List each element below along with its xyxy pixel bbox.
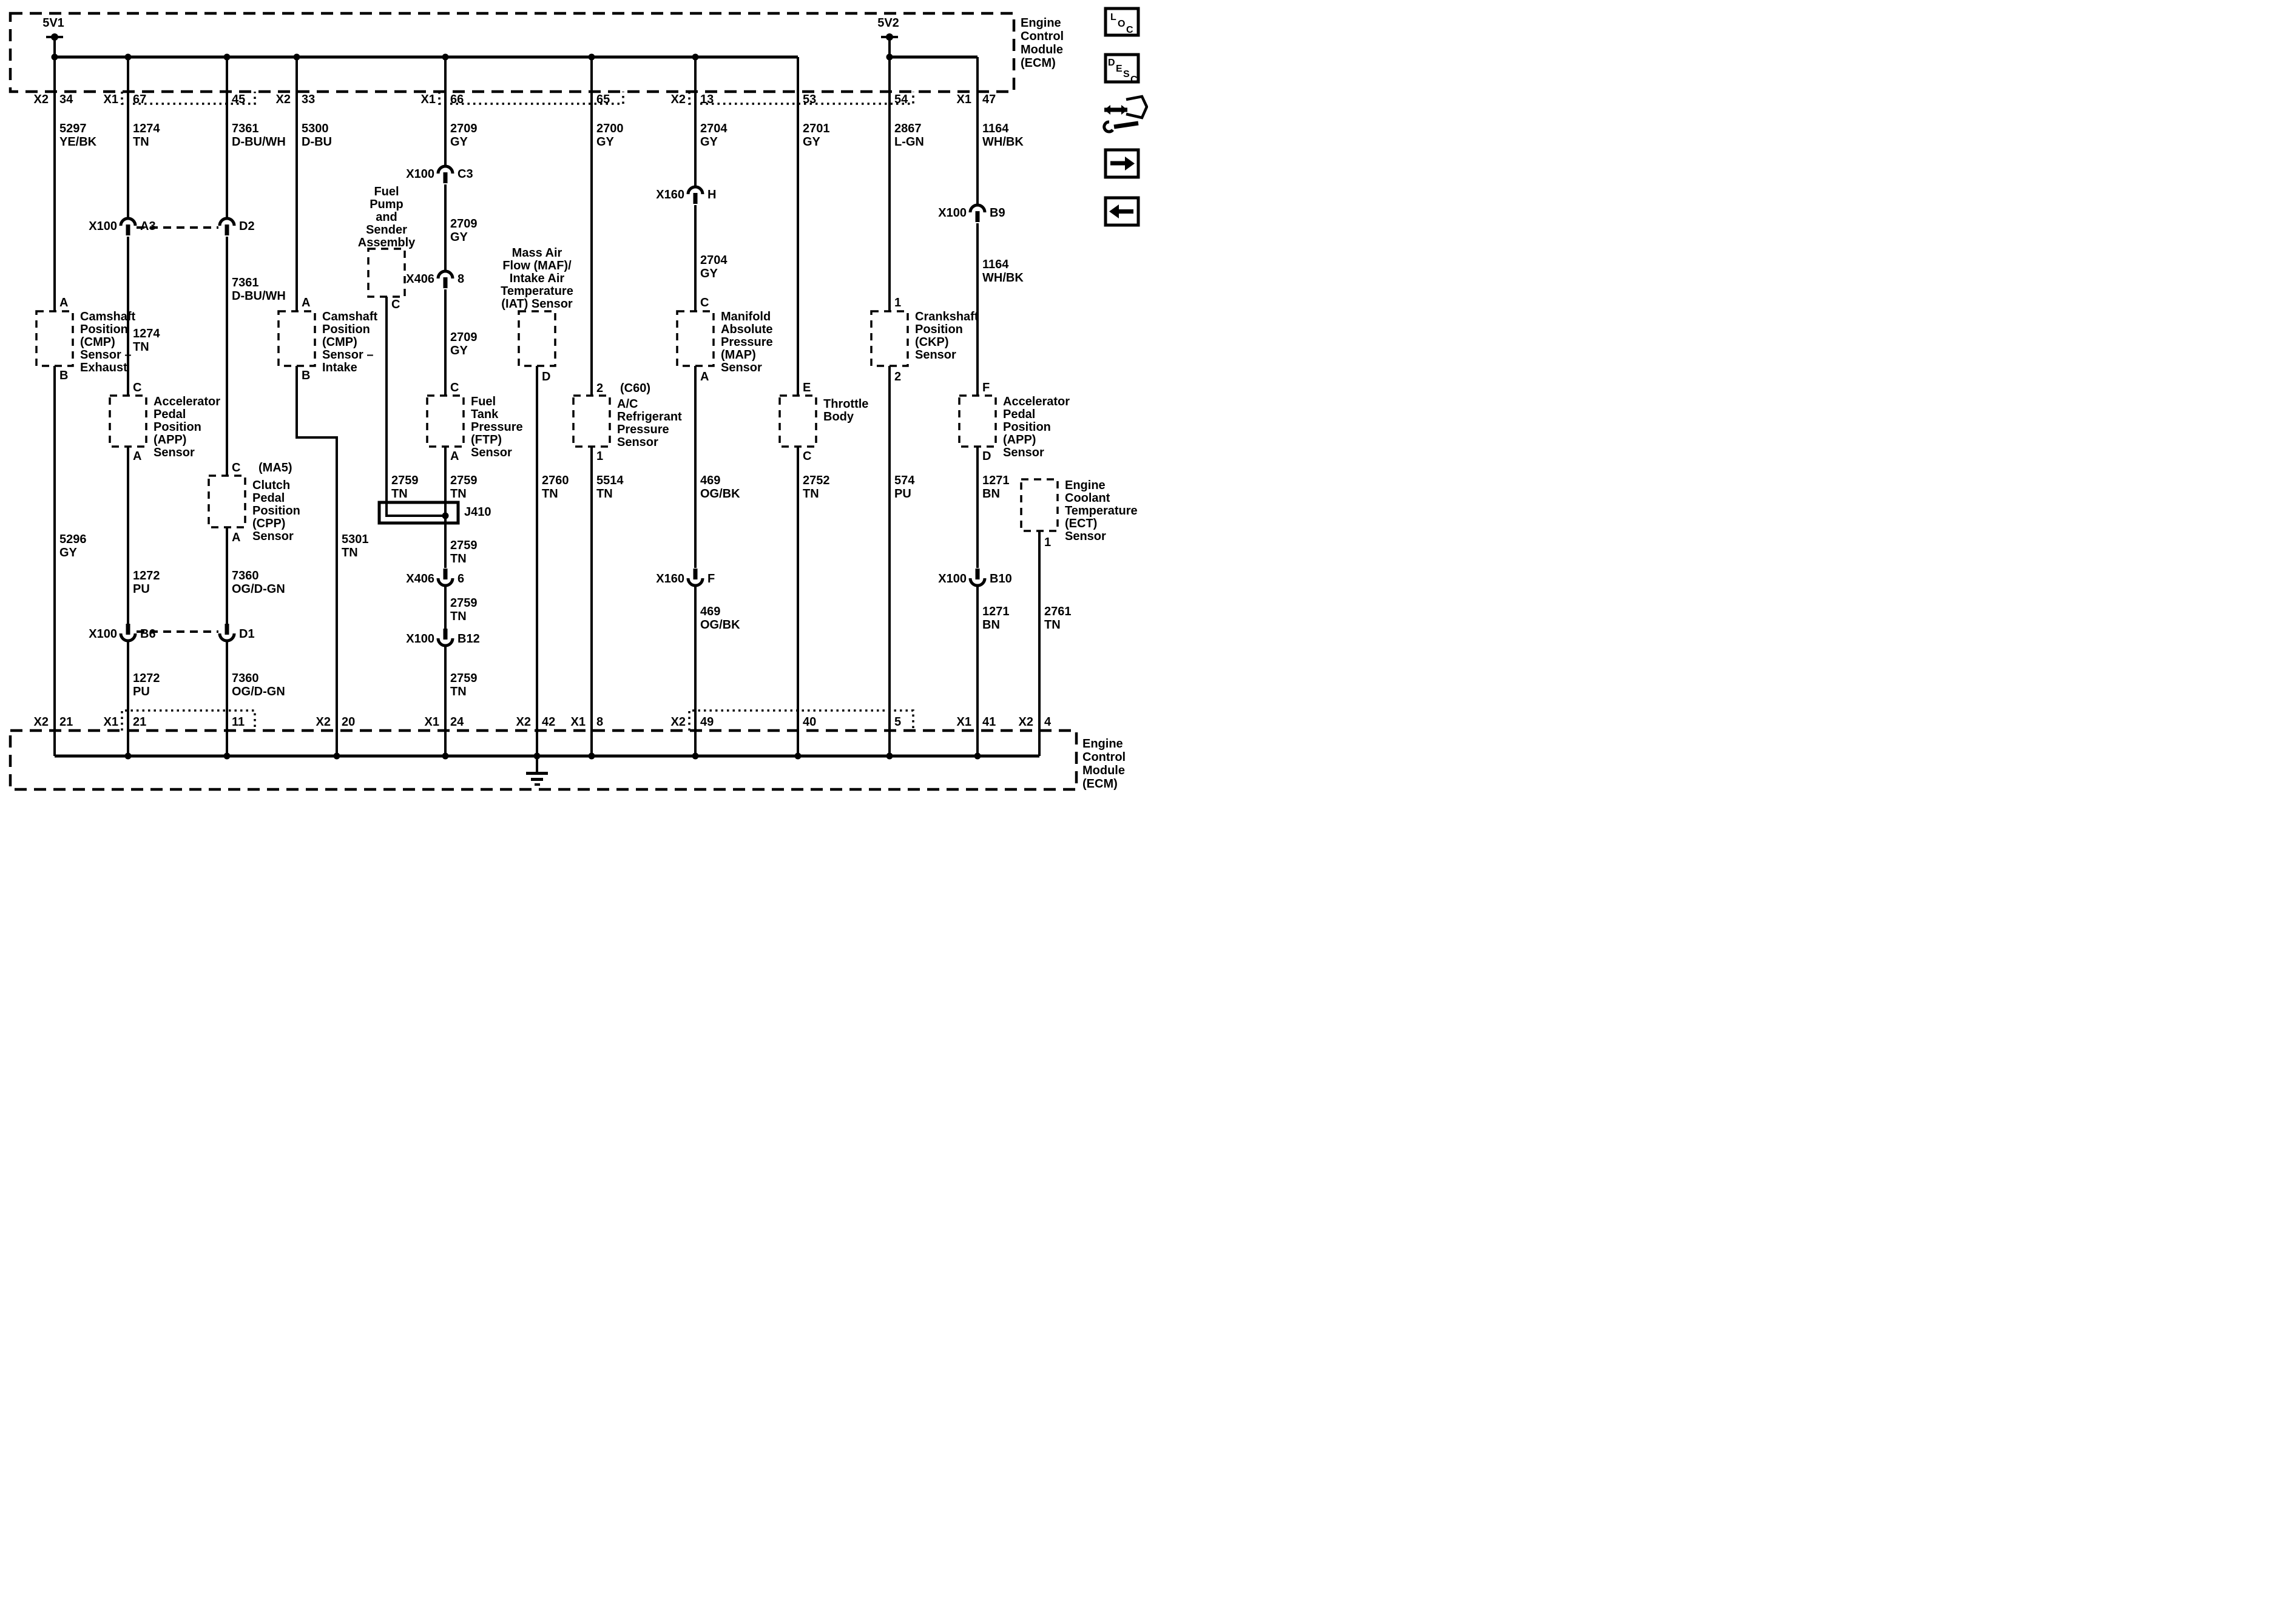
svg-text:574: 574: [894, 474, 915, 487]
svg-text:Sensor: Sensor: [471, 446, 512, 459]
ftp-sensor-box: [427, 396, 464, 447]
svg-text:(IAT) Sensor: (IAT) Sensor: [501, 297, 573, 311]
svg-text:Sender: Sender: [366, 223, 407, 237]
svg-text:21: 21: [59, 715, 73, 729]
connector-name: X160: [656, 188, 684, 201]
svg-text:Exhaust: Exhaust: [80, 361, 127, 374]
svg-text:X2: X2: [33, 715, 49, 729]
svg-text:(CKP): (CKP): [915, 336, 949, 349]
svg-text:2704: 2704: [700, 254, 728, 267]
connector-name: X406: [406, 272, 434, 286]
svg-text:11: 11: [232, 715, 245, 729]
maf-iat-sensor-label: [501, 246, 573, 311]
svg-text:Fuel: Fuel: [374, 185, 399, 198]
svg-text:X2: X2: [516, 715, 531, 729]
app-sensor-left-label: [154, 395, 220, 459]
svg-text:A/C: A/C: [617, 397, 638, 411]
connector-pin: F: [707, 572, 715, 586]
svg-text:1: 1: [596, 450, 604, 463]
svg-text:5296: 5296: [59, 533, 87, 546]
wire-labels: [59, 122, 1072, 698]
ecm-bottom-pin-row: [34, 715, 1052, 729]
svg-text:41: 41: [982, 715, 996, 729]
connector-x100-b12: [406, 629, 479, 646]
svg-text:4: 4: [1044, 715, 1052, 729]
connector-pin: B12: [458, 632, 480, 646]
splice-j410: [379, 502, 491, 523]
svg-text:8: 8: [596, 715, 604, 729]
svg-text:7361: 7361: [232, 122, 259, 135]
svg-text:TN: TN: [133, 135, 149, 149]
svg-text:A: A: [450, 450, 459, 463]
svg-text:469: 469: [700, 605, 721, 618]
wire-col-33-5300: [297, 57, 337, 756]
svg-text:(CMP): (CMP): [322, 336, 357, 349]
svg-text:F: F: [982, 381, 990, 394]
svg-text:A: A: [59, 296, 69, 309]
svg-text:5297: 5297: [59, 122, 87, 135]
svg-text:Manifold: Manifold: [721, 310, 771, 323]
svg-text:1: 1: [1044, 536, 1052, 549]
svg-text:Control: Control: [1021, 30, 1064, 43]
svg-text:OG/BK: OG/BK: [700, 618, 740, 632]
ecm-sensor-wiring-diagram: [0, 0, 1148, 808]
svg-text:2759: 2759: [450, 596, 478, 610]
connector-repair-icon[interactable]: [1104, 96, 1147, 132]
top-dotted-group-13-54: [689, 92, 913, 104]
cmp-intake-sensor-box: [279, 311, 315, 366]
svg-text:WH/BK: WH/BK: [982, 271, 1024, 285]
loc-letter-l: L: [1110, 12, 1116, 22]
5v1-label: 5V1: [42, 16, 64, 30]
svg-text:Sensor: Sensor: [915, 348, 956, 362]
svg-text:Intake: Intake: [322, 361, 357, 374]
ect-sensor-label: [1065, 479, 1138, 543]
cmp-intake-sensor-label: [322, 310, 377, 374]
map-sensor-label: [721, 310, 773, 374]
svg-text:YE/BK: YE/BK: [59, 135, 97, 149]
svg-text:Temperature: Temperature: [501, 285, 573, 298]
svg-text:(APP): (APP): [154, 433, 187, 447]
5v1-dot: [51, 33, 58, 41]
svg-text:Engine: Engine: [1021, 16, 1061, 30]
svg-text:PU: PU: [133, 582, 150, 596]
svg-text:1272: 1272: [133, 569, 160, 582]
app-sensor-right-box: [959, 396, 996, 447]
svg-text:X2: X2: [670, 93, 686, 106]
svg-text:GY: GY: [700, 135, 718, 149]
svg-text:54: 54: [894, 93, 908, 106]
svg-text:Pressure: Pressure: [721, 336, 773, 349]
svg-text:33: 33: [302, 93, 316, 106]
svg-text:66: 66: [450, 93, 464, 106]
svg-text:X2: X2: [33, 93, 49, 106]
ac-refrigerant-sensor-box: [573, 396, 610, 447]
wiring-diagram-page: [0, 0, 1148, 808]
svg-text:47: 47: [982, 93, 996, 106]
svg-text:Body: Body: [823, 410, 854, 424]
svg-text:(CPP): (CPP): [252, 517, 286, 530]
svg-text:TN: TN: [1044, 618, 1061, 632]
ckp-sensor-box: [871, 311, 908, 366]
svg-text:(ECT): (ECT): [1065, 517, 1098, 530]
svg-text:Pressure: Pressure: [617, 423, 669, 436]
svg-text:Module: Module: [1082, 764, 1125, 777]
svg-text:Position: Position: [80, 323, 128, 336]
svg-text:5514: 5514: [596, 474, 624, 487]
svg-text:GY: GY: [59, 546, 77, 559]
svg-text:Absolute: Absolute: [721, 323, 773, 336]
svg-text:PU: PU: [894, 487, 911, 501]
svg-text:2760: 2760: [542, 474, 569, 487]
connector-pin: H: [707, 188, 717, 201]
connector-pin: 6: [458, 572, 465, 586]
svg-text:(CMP): (CMP): [80, 336, 115, 349]
cpp-sensor-box: [209, 476, 245, 527]
connector-name: X100: [89, 627, 117, 641]
svg-text:2761: 2761: [1044, 605, 1072, 618]
ecm-top-box: [10, 13, 1014, 92]
svg-text:Flow (MAF)/: Flow (MAF)/: [502, 259, 572, 272]
bottom-dotted-group-49-5: [689, 711, 913, 731]
svg-text:GY: GY: [803, 135, 820, 149]
connector-name: X160: [656, 572, 684, 586]
connector-x100-c3: [406, 166, 473, 183]
svg-text:TN: TN: [450, 610, 467, 623]
connector-x100-b10: [938, 569, 1011, 586]
svg-text:D: D: [982, 450, 991, 463]
loc-button[interactable]: [1106, 8, 1138, 35]
svg-text:X1: X1: [956, 715, 971, 729]
desc-letter-s: S: [1123, 69, 1130, 79]
svg-text:Pressure: Pressure: [471, 420, 523, 434]
svg-text:TN: TN: [450, 685, 467, 698]
svg-text:Position: Position: [252, 504, 300, 518]
svg-text:C: C: [450, 381, 459, 394]
ground-icon: [526, 772, 548, 786]
svg-text:2709: 2709: [450, 331, 478, 344]
connector-name: X406: [406, 572, 434, 586]
svg-text:24: 24: [450, 715, 464, 729]
svg-text:Position: Position: [915, 323, 963, 336]
svg-text:Camshaft: Camshaft: [322, 310, 378, 323]
svg-text:D: D: [542, 370, 551, 383]
svg-text:L-GN: L-GN: [894, 135, 924, 149]
svg-text:2867: 2867: [894, 122, 922, 135]
svg-text:2759: 2759: [391, 474, 419, 487]
svg-text:45: 45: [232, 93, 246, 106]
svg-text:TN: TN: [450, 552, 467, 565]
svg-text:1271: 1271: [982, 474, 1010, 487]
svg-text:7360: 7360: [232, 672, 259, 685]
svg-text:Refrigerant: Refrigerant: [617, 410, 682, 424]
svg-text:X2: X2: [275, 93, 291, 106]
connector-pin: 8: [458, 272, 465, 286]
svg-text:42: 42: [542, 715, 556, 729]
ecm-bottom-box: [10, 731, 1076, 789]
desc-letter-c: C: [1130, 75, 1138, 85]
svg-text:Pump: Pump: [370, 198, 403, 211]
svg-text:Engine: Engine: [1065, 479, 1106, 492]
svg-text:Throttle: Throttle: [823, 397, 869, 411]
throttle-body-label: [823, 397, 868, 424]
loc-letter-o: O: [1118, 19, 1126, 29]
svg-text:49: 49: [700, 715, 714, 729]
maf-iat-sensor-box: [519, 311, 555, 366]
svg-text:WH/BK: WH/BK: [982, 135, 1024, 149]
svg-text:Sensor: Sensor: [154, 446, 195, 459]
cpp-sensor-label: [252, 479, 300, 543]
svg-text:Engine: Engine: [1082, 737, 1123, 751]
svg-text:Module: Module: [1021, 43, 1063, 56]
svg-text:C: C: [803, 450, 812, 463]
svg-text:TN: TN: [596, 487, 613, 501]
svg-text:Intake Air: Intake Air: [509, 272, 565, 285]
svg-text:Position: Position: [154, 420, 201, 434]
connector-x100-a3: [89, 218, 155, 235]
svg-text:(MA5): (MA5): [258, 461, 292, 474]
svg-text:X1: X1: [103, 715, 118, 729]
connector-x160-f: [656, 569, 715, 586]
svg-text:TN: TN: [133, 340, 149, 354]
svg-text:1272: 1272: [133, 672, 160, 685]
svg-text:TN: TN: [803, 487, 819, 501]
svg-text:40: 40: [803, 715, 817, 729]
connector-pin: B9: [990, 206, 1005, 220]
svg-text:(MAP): (MAP): [721, 348, 756, 362]
svg-text:A: A: [232, 531, 241, 544]
next-page-button[interactable]: [1106, 150, 1138, 177]
svg-text:Assembly: Assembly: [357, 236, 416, 249]
svg-text:13: 13: [700, 93, 714, 106]
svg-text:X1: X1: [956, 93, 971, 106]
svg-text:2: 2: [596, 382, 604, 395]
svg-text:OG/BK: OG/BK: [700, 487, 740, 501]
connector-name: X100: [938, 206, 967, 220]
svg-text:TN: TN: [391, 487, 408, 501]
svg-text:GY: GY: [700, 267, 718, 280]
svg-text:Crankshaft: Crankshaft: [915, 310, 979, 323]
svg-text:A: A: [133, 450, 142, 463]
svg-text:53: 53: [803, 93, 817, 106]
svg-text:21: 21: [133, 715, 147, 729]
svg-text:X2: X2: [316, 715, 331, 729]
svg-text:2704: 2704: [700, 122, 728, 135]
svg-text:2759: 2759: [450, 672, 478, 685]
connector-x100-b9: [938, 205, 1005, 222]
top-dotted-group-66-65: [439, 92, 623, 104]
app-sensor-left-box: [110, 396, 146, 447]
svg-text:X1: X1: [424, 715, 439, 729]
svg-text:A: A: [302, 296, 311, 309]
svg-text:1: 1: [894, 296, 902, 309]
svg-text:Fuel: Fuel: [471, 395, 496, 408]
svg-text:Sensor: Sensor: [1003, 446, 1044, 459]
connector-x160-h: [656, 187, 716, 204]
svg-text:C: C: [232, 461, 241, 474]
svg-text:Sensor –: Sensor –: [322, 348, 374, 362]
connector-pin: D2: [239, 220, 255, 233]
connector-x406-6: [406, 569, 464, 586]
connector-pin: C3: [458, 167, 473, 181]
svg-text:Pedal: Pedal: [154, 408, 186, 421]
ecm-bottom-label: [1082, 737, 1126, 791]
desc-letter-e: E: [1116, 64, 1123, 74]
svg-text:5301: 5301: [342, 533, 369, 546]
svg-text:Coolant: Coolant: [1065, 491, 1110, 505]
svg-text:BN: BN: [982, 618, 1000, 632]
5v2-label: 5V2: [877, 16, 899, 30]
svg-text:D-BU/WH: D-BU/WH: [232, 135, 286, 149]
svg-text:2752: 2752: [803, 474, 830, 487]
svg-text:1164: 1164: [982, 258, 1009, 271]
svg-text:67: 67: [133, 93, 147, 106]
connector-pin: B6: [140, 627, 156, 641]
svg-text:X2: X2: [1018, 715, 1033, 729]
svg-text:and: and: [376, 211, 397, 224]
svg-text:D-BU: D-BU: [302, 135, 332, 149]
svg-text:Sensor: Sensor: [721, 361, 762, 374]
svg-text:E: E: [803, 381, 811, 394]
ect-sensor-box: [1021, 479, 1058, 531]
svg-text:Control: Control: [1082, 751, 1126, 764]
svg-text:TN: TN: [542, 487, 558, 501]
svg-text:GY: GY: [450, 231, 468, 244]
left-arrow-icon: [1109, 204, 1119, 218]
svg-text:(C60): (C60): [620, 382, 651, 395]
connector-x100-b6: [89, 624, 155, 641]
svg-text:Sensor –: Sensor –: [80, 348, 132, 362]
svg-text:Pedal: Pedal: [1003, 408, 1036, 421]
svg-text:(ECM): (ECM): [1082, 777, 1118, 791]
5v1-source: [42, 16, 64, 57]
loc-letter-c: C: [1126, 25, 1133, 35]
svg-text:1271: 1271: [982, 605, 1010, 618]
svg-text:5300: 5300: [302, 122, 329, 135]
throttle-body-box: [780, 396, 816, 447]
svg-text:X1: X1: [103, 93, 118, 106]
svg-text:2759: 2759: [450, 539, 478, 552]
svg-text:Accelerator: Accelerator: [1003, 395, 1070, 408]
connector-pin: D1: [239, 627, 255, 641]
svg-text:B: B: [302, 369, 311, 382]
svg-text:X2: X2: [670, 715, 686, 729]
cmp-exhaust-sensor-box: [36, 311, 73, 366]
svg-text:X1: X1: [570, 715, 586, 729]
svg-text:Clutch: Clutch: [252, 479, 291, 492]
previous-page-button[interactable]: [1106, 198, 1138, 225]
svg-text:Temperature: Temperature: [1065, 504, 1138, 518]
svg-text:2709: 2709: [450, 122, 478, 135]
svg-text:(FTP): (FTP): [471, 433, 502, 447]
svg-text:7361: 7361: [232, 276, 259, 289]
connector-name: X100: [406, 167, 434, 181]
svg-text:2701: 2701: [803, 122, 830, 135]
ecm-top-label: [1021, 16, 1064, 70]
svg-text:Pedal: Pedal: [252, 491, 285, 505]
svg-text:A: A: [700, 370, 709, 383]
svg-text:PU: PU: [133, 685, 150, 698]
svg-text:Sensor: Sensor: [617, 436, 658, 449]
svg-text:Accelerator: Accelerator: [154, 395, 221, 408]
connector-name: X100: [89, 220, 117, 233]
right-arrow-icon: [1125, 157, 1135, 170]
svg-text:Sensor: Sensor: [1065, 530, 1106, 543]
desc-button[interactable]: [1106, 55, 1138, 85]
svg-text:GY: GY: [450, 344, 468, 357]
svg-text:GY: GY: [450, 135, 468, 149]
connector-x100-d1: [220, 624, 255, 641]
svg-text:OG/D-GN: OG/D-GN: [232, 582, 285, 596]
svg-text:1274: 1274: [133, 122, 160, 135]
connector-pin: B10: [990, 572, 1012, 586]
svg-text:20: 20: [342, 715, 356, 729]
svg-text:2759: 2759: [450, 474, 478, 487]
svg-text:34: 34: [59, 93, 73, 106]
svg-text:C: C: [133, 381, 142, 394]
svg-text:Mass Air: Mass Air: [512, 246, 562, 260]
ac-refrigerant-sensor-label: [617, 397, 682, 449]
ckp-sensor-label: [915, 310, 979, 362]
svg-text:Tank: Tank: [471, 408, 499, 421]
svg-text:(APP): (APP): [1003, 433, 1036, 447]
app-sensor-right-label: [1003, 395, 1070, 459]
svg-text:C: C: [391, 298, 400, 311]
svg-text:7360: 7360: [232, 569, 259, 582]
connector-name: X100: [938, 572, 967, 586]
svg-text:2: 2: [894, 370, 902, 383]
svg-text:D-BU/WH: D-BU/WH: [232, 289, 286, 303]
fuel-pump-assembly-box: [368, 249, 405, 297]
svg-text:GY: GY: [596, 135, 614, 149]
svg-text:Position: Position: [322, 323, 370, 336]
connector-pin: A3: [140, 220, 156, 233]
fuel-pump-assembly-label: [358, 185, 416, 249]
svg-text:C: C: [700, 296, 709, 309]
svg-text:(ECM): (ECM): [1021, 56, 1056, 70]
map-sensor-box: [677, 311, 714, 366]
svg-text:1164: 1164: [982, 122, 1009, 135]
svg-text:2700: 2700: [596, 122, 624, 135]
svg-text:BN: BN: [982, 487, 1000, 501]
svg-text:OG/D-GN: OG/D-GN: [232, 685, 285, 698]
svg-text:65: 65: [596, 93, 610, 106]
svg-text:Camshaft: Camshaft: [80, 310, 136, 323]
connector-x406-8: [406, 271, 464, 288]
connector-x100-d2: [220, 218, 255, 235]
splice-label: J410: [464, 505, 491, 519]
svg-text:X1: X1: [420, 93, 436, 106]
svg-text:1274: 1274: [133, 327, 160, 340]
svg-text:TN: TN: [342, 546, 358, 559]
svg-text:5: 5: [894, 715, 902, 729]
svg-text:TN: TN: [450, 487, 467, 501]
connector-name: X100: [406, 632, 434, 646]
svg-text:Sensor: Sensor: [252, 530, 294, 543]
svg-text:Position: Position: [1003, 420, 1051, 434]
svg-text:2709: 2709: [450, 217, 478, 231]
svg-text:B: B: [59, 369, 69, 382]
ftp-sensor-label: [471, 395, 523, 459]
desc-letter-d: D: [1108, 58, 1115, 68]
svg-text:469: 469: [700, 474, 721, 487]
